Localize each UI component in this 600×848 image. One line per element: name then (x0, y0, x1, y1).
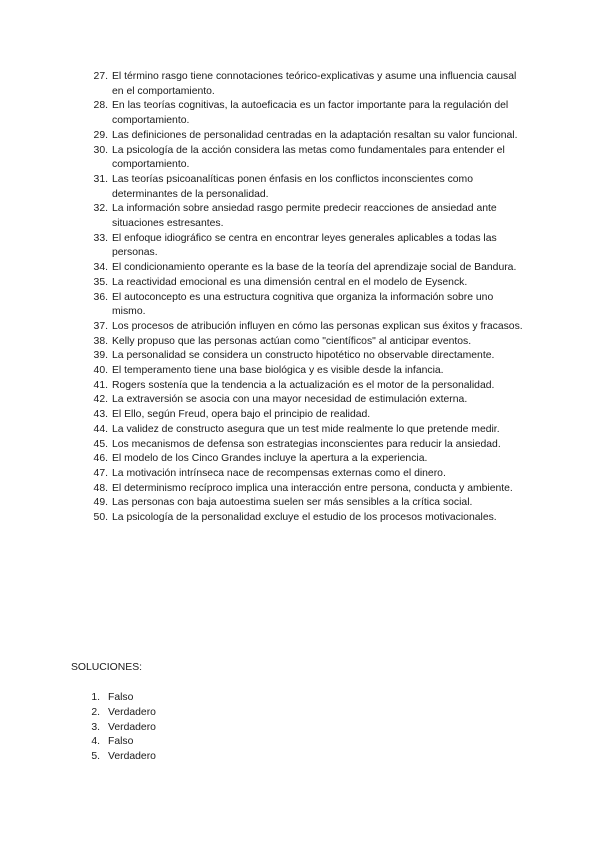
question-number: 43. (93, 409, 108, 421)
question-number: 47. (93, 467, 108, 479)
question-text: Kelly propuso que las personas actúan como "científicos" al anticipar eventos. (112, 335, 472, 347)
list-item (86, 320, 526, 335)
question-number: 50. (93, 512, 108, 524)
question-text: La psicología de la acción considera las metas como fundamentales para entender el comportamiento. (112, 144, 505, 171)
solution-text: Falso (108, 692, 134, 703)
list-item (86, 335, 526, 350)
question-text: Las teorías psicoanalíticas ponen énfasis en los conflictos inconscientes como determinantes de la personalidad. (112, 173, 473, 200)
question-text: Las personas con baja autoestima suelen ser más sensibles a la crítica social. (112, 497, 473, 509)
list-item (86, 423, 526, 438)
list-item (86, 364, 526, 379)
list-item (86, 379, 526, 394)
question-number: 46. (93, 453, 108, 465)
list-item (86, 129, 526, 144)
question-number: 27. (93, 71, 108, 82)
solution-number: 4. (91, 736, 100, 748)
question-number: 42. (93, 394, 108, 406)
list-item (84, 691, 156, 706)
list-item (86, 511, 526, 526)
question-text: En las teorías cognitivas, la autoeficacia es un factor importante para la regulación del comportamiento. (112, 100, 509, 127)
question-text: Los procesos de atribución influyen en cómo las personas explican sus éxitos y fracasos. (112, 320, 523, 332)
list-item (86, 393, 526, 408)
list-item (86, 452, 526, 467)
list-item (86, 291, 526, 320)
question-text: La personalidad se considera un constructo hipotético no observable directamente. (112, 350, 495, 362)
question-text: El temperamento tiene una base biológica y es visible desde la infancia. (112, 365, 444, 377)
question-number: 38. (93, 335, 108, 347)
question-number: 49. (93, 497, 108, 509)
solution-text: Verdadero (108, 751, 156, 763)
solution-number: 5. (91, 751, 100, 763)
list-item (84, 750, 156, 765)
list-item (86, 408, 526, 423)
list-item (86, 496, 526, 511)
list-item (84, 706, 156, 721)
question-number: 33. (93, 232, 108, 244)
list-item (86, 482, 526, 497)
question-text: La reactividad emocional es una dimensión central en el modelo de Eysenck. (112, 276, 468, 288)
solution-number: 2. (91, 706, 100, 718)
question-number: 28. (93, 100, 108, 112)
question-number: 41. (93, 379, 108, 391)
question-number: 45. (93, 438, 108, 450)
question-text: El término rasgo tiene connotaciones teórico-explicativas y asume una influencia causal en el comportamiento. (112, 71, 517, 97)
question-text: La psicología de la personalidad excluye el estudio de los procesos motivacionales. (112, 512, 497, 524)
question-text: La motivación intrínseca nace de recompensas externas como el dinero. (112, 467, 446, 479)
question-text: El autoconcepto es una estructura cognitiva que organiza la información sobre uno mismo. (112, 291, 494, 318)
question-number: 44. (93, 423, 108, 435)
question-text: El determinismo recíproco implica una interacción entre persona, conducta y ambiente. (112, 482, 513, 494)
question-number: 30. (93, 144, 108, 156)
solution-text: Verdadero (108, 721, 156, 733)
question-number: 31. (93, 173, 108, 185)
list-item (86, 467, 526, 482)
solution-text: Falso (108, 736, 134, 748)
question-text: El modelo de los Cinco Grandes incluye la apertura a la experiencia. (112, 453, 428, 465)
question-text: El Ello, según Freud, opera bajo el principio de realidad. (112, 409, 371, 421)
list-item (86, 202, 526, 231)
question-number: 32. (93, 203, 108, 215)
question-text: La información sobre ansiedad rasgo permite predecir reacciones de ansiedad ante situaciones estresantes. (112, 203, 497, 230)
question-number: 35. (93, 276, 108, 288)
list-item (86, 70, 526, 99)
question-text: Rogers sostenía que la tendencia a la actualización es el motor de la personalidad. (112, 379, 495, 391)
list-item (86, 144, 526, 173)
question-text: El condicionamiento operante es la base de la teoría del aprendizaje social de Bandura. (112, 262, 517, 274)
question-text: La validez de constructo asegura que un test mide realmente lo que pretende medir. (112, 423, 500, 435)
list-item (86, 276, 526, 291)
solution-text: Verdadero (108, 706, 156, 718)
list-item (84, 721, 156, 736)
list-item (86, 261, 526, 276)
question-text: Las definiciones de personalidad centradas en la adaptación resaltan su valor funcional. (112, 129, 518, 141)
list-item (86, 349, 526, 364)
question-number: 37. (93, 320, 108, 332)
question-number: 36. (93, 291, 108, 303)
question-number: 39. (93, 350, 108, 362)
question-text: La extraversión se asocia con una mayor necesidad de estimulación externa. (112, 394, 468, 406)
list-item (86, 438, 526, 453)
question-text: El enfoque idiográfico se centra en encontrar leyes generales aplicables a todas las personas. (112, 232, 497, 259)
solutions-list (84, 691, 156, 765)
solution-number: 1. (91, 692, 100, 703)
question-number: 48. (93, 482, 108, 494)
question-number: 40. (93, 365, 108, 377)
question-number: 29. (93, 129, 108, 141)
list-item (84, 735, 156, 750)
list-item (86, 173, 526, 202)
list-item (86, 99, 526, 128)
question-text: Los mecanismos de defensa son estrategias inconscientes para reducir la ansiedad. (112, 438, 501, 450)
question-list (86, 70, 526, 526)
solutions-title: SOLUCIONES: (71, 662, 143, 673)
question-number: 34. (93, 262, 108, 274)
solution-number: 3. (91, 721, 100, 733)
list-item (86, 232, 526, 261)
